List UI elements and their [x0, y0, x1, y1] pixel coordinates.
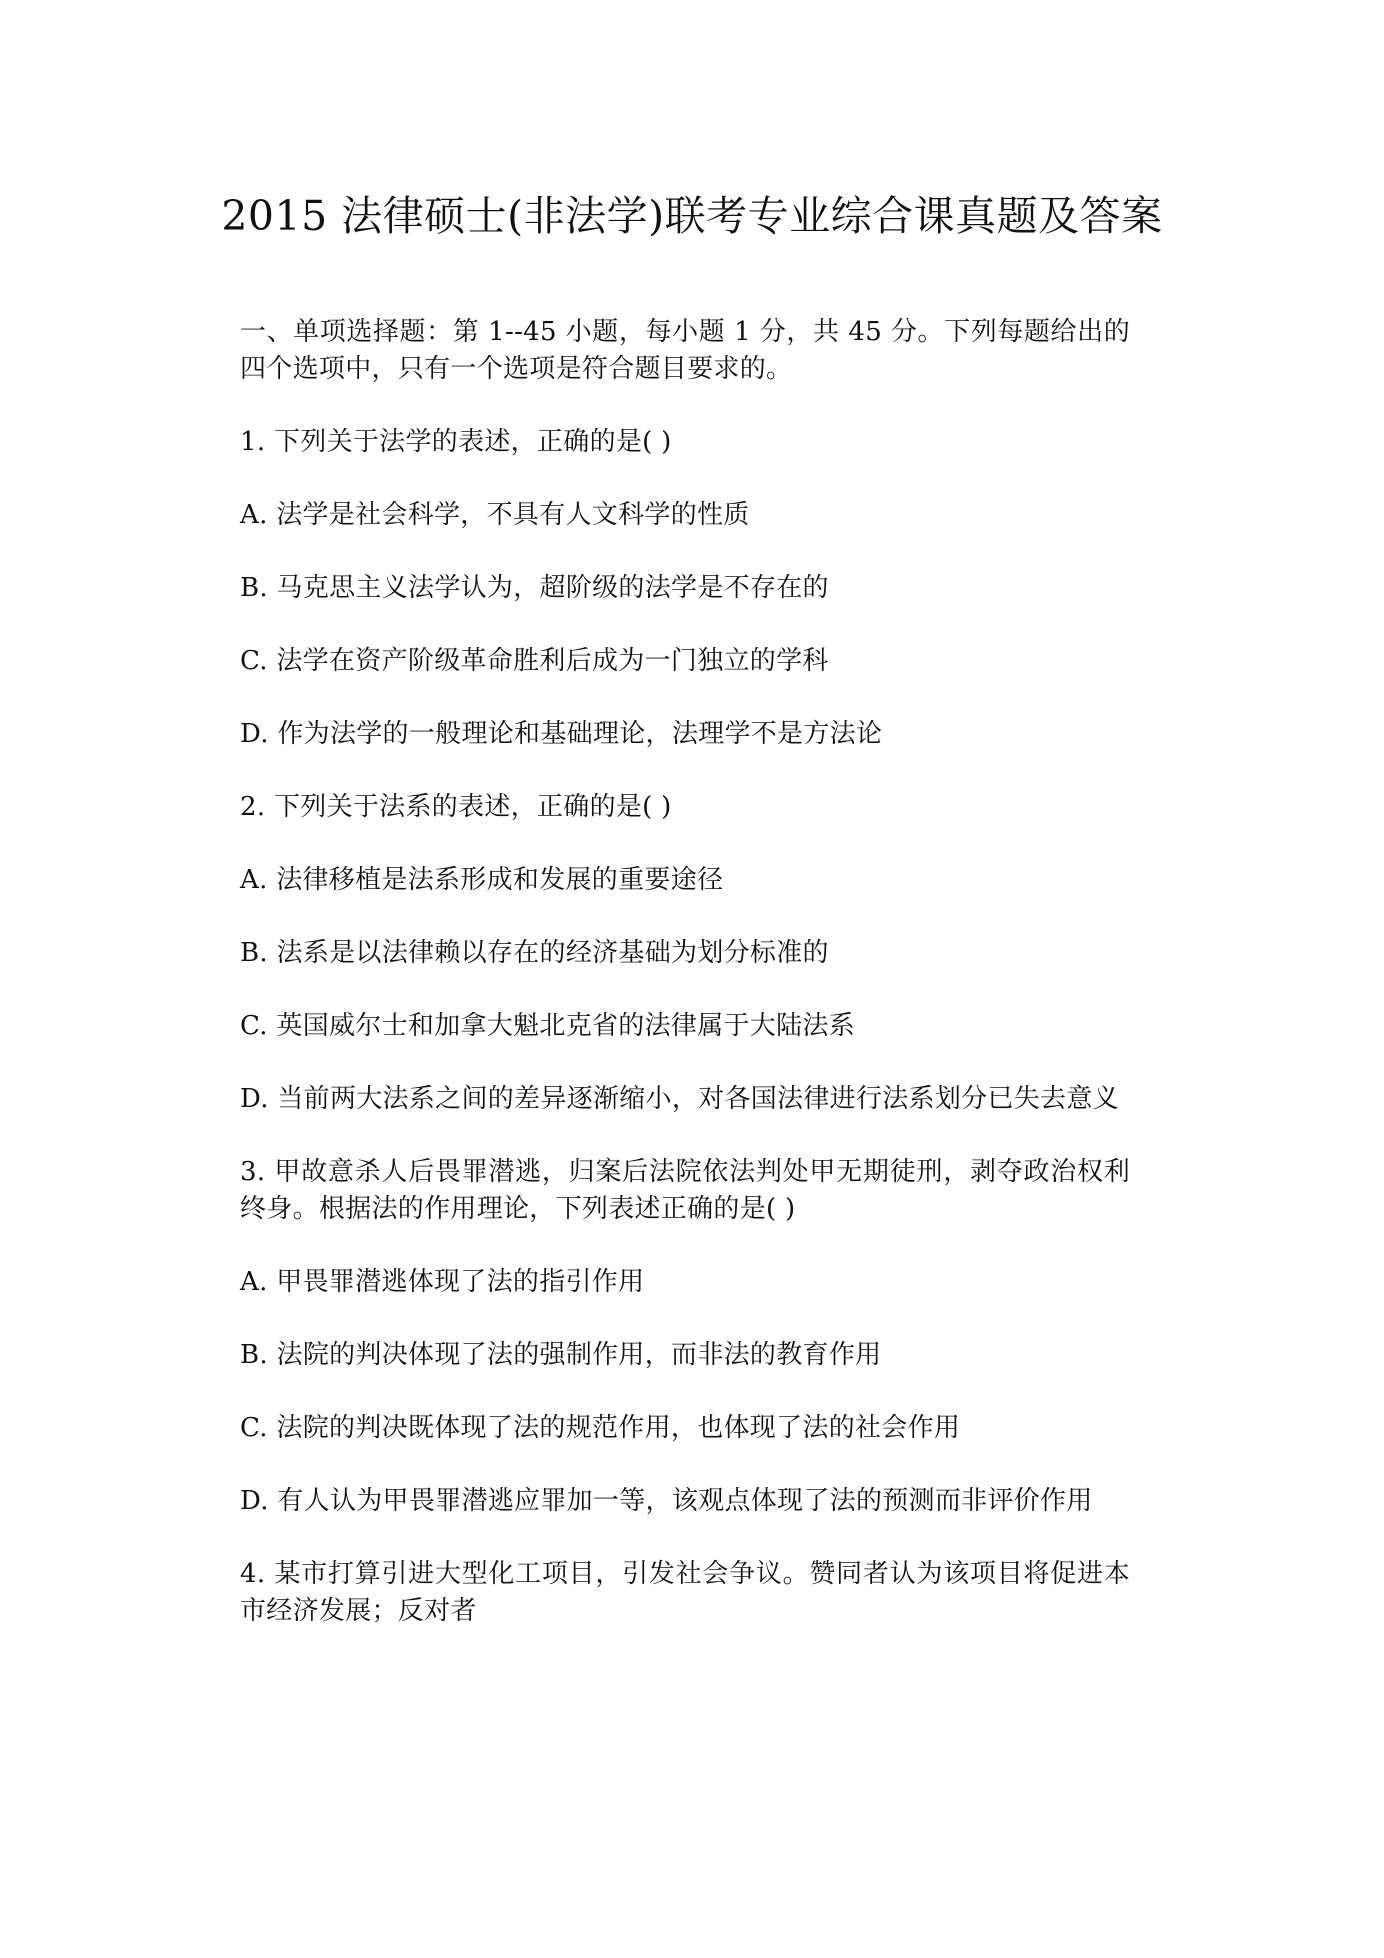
question-2-option-b: B. 法系是以法律赖以存在的经济基础为划分标准的	[240, 938, 829, 968]
question-1-option-b: B. 马克思主义法学认为，超阶级的法学是不存在的	[240, 573, 829, 603]
question-3-option-b: B. 法院的判决体现了法的强制作用，而非法的教育作用	[240, 1340, 882, 1370]
question-2: 2. 下列关于法系的表述，正确的是( )	[240, 792, 672, 822]
section-instructions: 一、单项选择题：第 1--45 小题，每小题 1 分，共 45 分。下列每题给出的四个选项中，只有一个选项是符合题目要求的。	[240, 317, 1130, 384]
document-body	[240, 314, 1130, 1666]
question-2-option-c: C. 英国威尔士和加拿大魁北克省的法律属于大陆法系	[240, 1011, 855, 1041]
question-3-option-a: A. 甲畏罪潜逃体现了法的指引作用	[240, 1267, 645, 1297]
question-3-option-d: D. 有人认为甲畏罪潜逃应罪加一等，该观点体现了法的预测而非评价作用	[240, 1486, 1093, 1516]
question-2-option-d: D. 当前两大法系之间的差异逐渐缩小，对各国法律进行法系划分已失去意义	[240, 1084, 1119, 1114]
question-3: 3. 甲故意杀人后畏罪潜逃，归案后法院依法判处甲无期徒刑，剥夺政治权利终身。根据法的作用理论，下列表述正确的是( )	[240, 1157, 1130, 1224]
question-1: 1. 下列关于法学的表述，正确的是( )	[240, 427, 672, 457]
question-1-option-a: A. 法学是社会科学，不具有人文科学的性质	[240, 500, 750, 530]
question-2-option-a: A. 法律移植是法系形成和发展的重要途径	[240, 865, 724, 895]
document-title: 2015 法律硕士(非法学)联考专业综合课真题及答案	[221, 192, 1163, 240]
question-4: 4. 某市打算引进大型化工项目，引发社会争议。赞同者认为该项目将促进本市经济发展；反对者	[240, 1559, 1130, 1626]
question-3-option-c: C. 法院的判决既体现了法的规范作用，也体现了法的社会作用	[240, 1413, 961, 1443]
question-1-option-d: D. 作为法学的一般理论和基础理论，法理学不是方法论	[240, 719, 883, 749]
question-1-option-c: C. 法学在资产阶级革命胜利后成为一门独立的学科	[240, 646, 829, 676]
